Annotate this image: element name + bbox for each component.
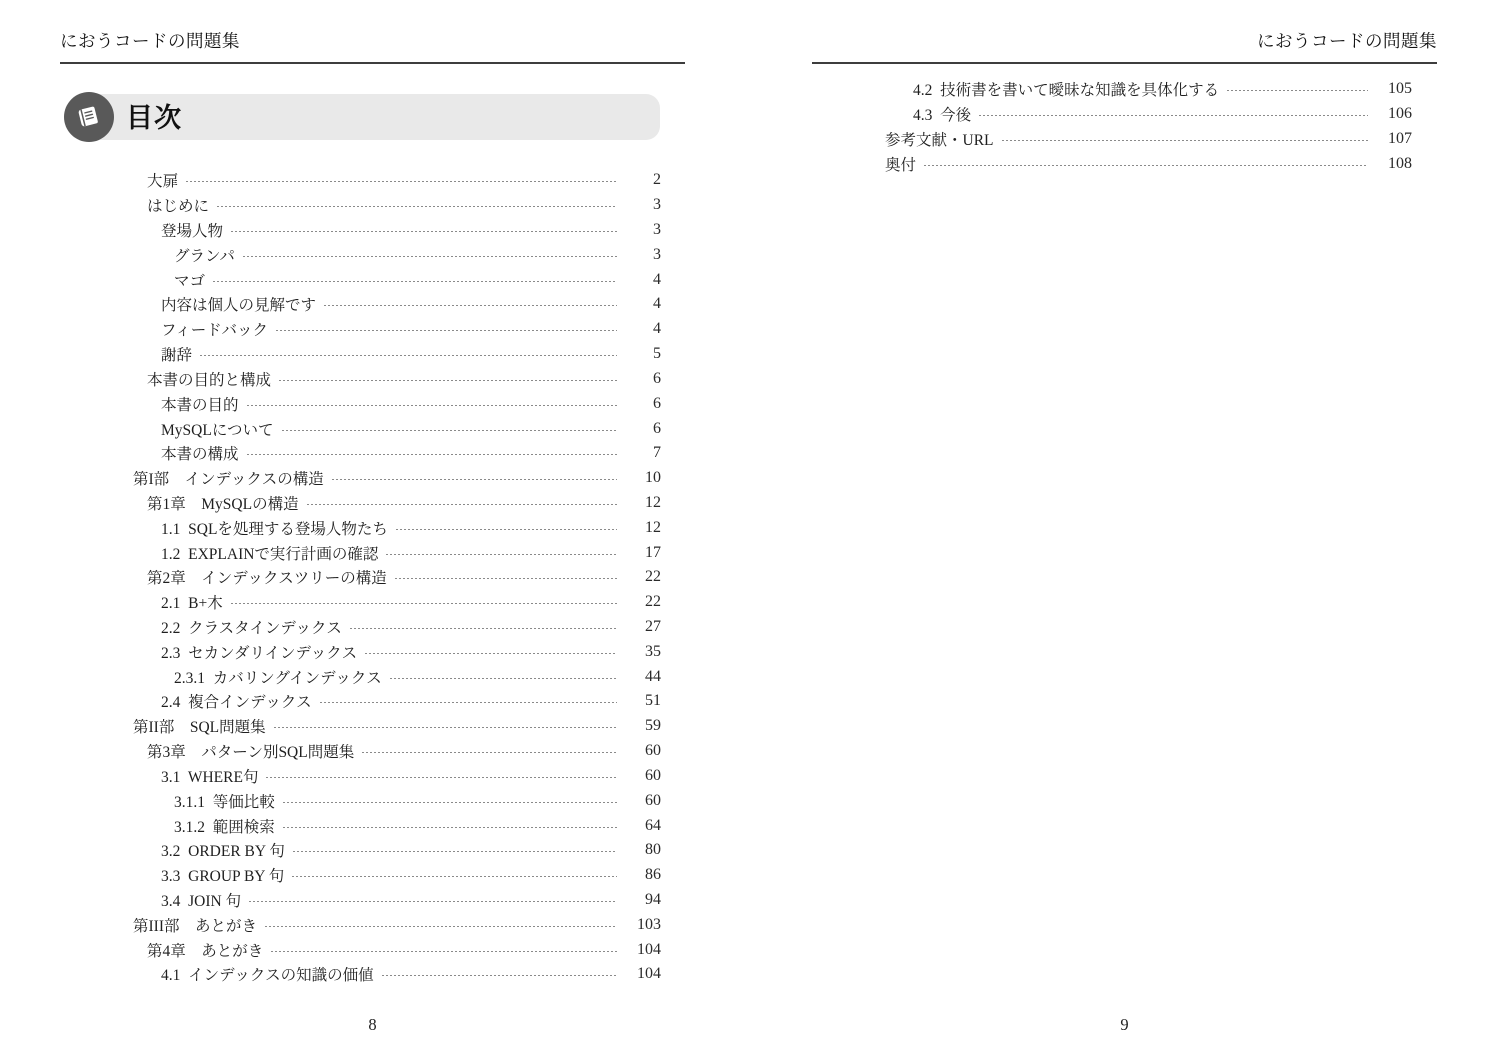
dotted-leader [213, 281, 617, 282]
toc-entry-label: 3.2 ORDER BY 句 [161, 843, 285, 861]
toc-entry [60, 739, 661, 764]
toc-entry-page-number: 106 [1388, 105, 1412, 123]
toc-list-right [812, 77, 1412, 176]
toc-entry [60, 764, 661, 789]
dotted-leader [365, 653, 617, 654]
dotted-leader [247, 454, 617, 455]
dotted-leader [396, 529, 617, 530]
toc-title: 目次 [126, 103, 182, 133]
toc-entry-page-number: 104 [637, 940, 661, 958]
folio-right: 9 [1120, 1015, 1129, 1034]
toc-entry-page-number: 80 [645, 841, 661, 859]
toc-entry-page-number: 2 [653, 171, 661, 189]
dotted-leader [293, 851, 617, 852]
toc-entry [60, 540, 661, 565]
dotted-leader [1002, 140, 1368, 141]
toc-entry-label: 参考文献・URL [885, 132, 994, 150]
toc-entry [812, 127, 1412, 152]
toc-entry-page-number: 4 [653, 320, 661, 338]
toc-entry-label: 第4章 あとがき [147, 942, 264, 960]
toc-entry-label: 2.1 B+木 [161, 595, 223, 613]
toc-entry-label: 本書の目的と構成 [147, 371, 272, 389]
toc-entry-label: 4.1 インデックスの知識の価値 [161, 967, 374, 985]
toc-entry [60, 639, 661, 664]
dotted-leader [292, 876, 617, 877]
toc-entry-page-number: 103 [637, 915, 661, 933]
dotted-leader [247, 405, 617, 406]
dotted-leader [279, 380, 617, 381]
dotted-leader [332, 479, 617, 480]
toc-entry-label: グランパ [174, 247, 235, 265]
dotted-leader [274, 727, 617, 728]
toc-entry-label: 第II部 SQL問題集 [133, 719, 266, 737]
toc-entry-page-number: 5 [653, 345, 661, 363]
toc-entry-page-number: 22 [645, 593, 661, 611]
toc-entry-label: はじめに [147, 198, 210, 216]
right-page [812, 0, 1437, 1064]
toc-entry [60, 565, 661, 590]
toc-entry [60, 367, 661, 392]
toc-heading-banner [68, 94, 660, 140]
dotted-leader [282, 430, 617, 431]
toc-entry-label: 2.3 セカンダリインデックス [161, 644, 358, 662]
dotted-leader [231, 231, 617, 232]
toc-entry [60, 888, 661, 913]
toc-entry-label: 奥付 [885, 156, 917, 174]
dotted-leader [231, 603, 617, 604]
toc-entry [60, 342, 661, 367]
toc-entry [60, 912, 661, 937]
toc-entry-label: 3.1 WHERE句 [161, 768, 259, 786]
toc-entry-page-number: 64 [645, 816, 661, 834]
dotted-leader [324, 305, 617, 306]
toc-entry-page-number: 51 [645, 692, 661, 710]
dotted-leader [249, 901, 617, 902]
toc-entry-page-number: 6 [653, 394, 661, 412]
toc-entry [60, 168, 661, 193]
dotted-leader [350, 628, 617, 629]
toc-entry-label: 内容は個人の見解です [161, 297, 317, 315]
dotted-leader [265, 926, 617, 927]
toc-entry-page-number: 108 [1388, 154, 1412, 172]
toc-entry-page-number: 4 [653, 270, 661, 288]
dotted-leader [186, 181, 617, 182]
toc-entry-label: 3.1.1 等価比較 [174, 793, 275, 811]
toc-entry-page-number: 12 [645, 493, 661, 511]
toc-entry-page-number: 6 [653, 419, 661, 437]
toc-entry-page-number: 94 [645, 890, 661, 908]
toc-entry [60, 515, 661, 540]
toc-entry-page-number: 17 [645, 543, 661, 561]
toc-entry-page-number: 7 [653, 444, 661, 462]
toc-entry [60, 813, 661, 838]
toc-entry [60, 267, 661, 292]
dotted-leader [390, 678, 617, 679]
toc-entry [60, 689, 661, 714]
toc-entry-page-number: 10 [645, 469, 661, 487]
toc-entry-label: 第I部 インデックスの構造 [133, 471, 324, 489]
toc-entry-label: 第1章 MySQLの構造 [147, 495, 299, 513]
toc-list-left [60, 168, 661, 987]
dotted-leader [243, 256, 617, 257]
toc-entry [60, 416, 661, 441]
toc-entry-page-number: 4 [653, 295, 661, 313]
toc-entry-page-number: 104 [637, 965, 661, 983]
dotted-leader [362, 752, 617, 753]
toc-entry [60, 466, 661, 491]
dotted-leader [266, 777, 617, 778]
toc-entry [60, 714, 661, 739]
dotted-leader [200, 355, 617, 356]
toc-entry [60, 664, 661, 689]
toc-entry-label: 3.4 JOIN 句 [161, 892, 242, 910]
toc-entry-label: 登場人物 [161, 223, 224, 241]
toc-entry [60, 590, 661, 615]
toc-entry [60, 937, 661, 962]
toc-entry-label: MySQLについて [161, 421, 274, 439]
toc-entry-page-number: 86 [645, 866, 661, 884]
toc-entry-page-number: 6 [653, 369, 661, 387]
toc-entry-page-number: 105 [1388, 80, 1412, 98]
toc-entry [60, 317, 661, 342]
toc-entry-label: 第3章 パターン別SQL問題集 [147, 744, 355, 762]
dotted-leader [386, 554, 617, 555]
toc-entry-page-number: 35 [645, 642, 661, 660]
toc-entry [60, 218, 661, 243]
toc-entry-page-number: 27 [645, 618, 661, 636]
left-page [60, 0, 685, 1064]
toc-entry-label: 1.1 SQLを処理する登場人物たち [161, 520, 388, 538]
dotted-leader [979, 115, 1368, 116]
toc-entry [60, 491, 661, 516]
toc-entry-label: 大扉 [147, 173, 179, 191]
dotted-leader [1227, 90, 1368, 91]
toc-entry-page-number: 44 [645, 667, 661, 685]
toc-entry-label: 2.3.1 カバリングインデックス [174, 669, 382, 687]
toc-entry-page-number: 107 [1388, 130, 1412, 148]
toc-entry [60, 441, 661, 466]
toc-entry [60, 838, 661, 863]
toc-entry-page-number: 60 [645, 766, 661, 784]
toc-entry-page-number: 59 [645, 717, 661, 735]
toc-entry-page-number: 22 [645, 568, 661, 586]
toc-entry-label: マゴ [174, 272, 206, 290]
toc-entry-page-number: 60 [645, 791, 661, 809]
toc-entry-label: 1.2 EXPLAINで実行計画の確認 [161, 545, 379, 563]
toc-entry-page-number: 60 [645, 742, 661, 760]
toc-entry [812, 102, 1412, 127]
toc-entry [60, 193, 661, 218]
running-head-right: におうコードの問題集 [812, 28, 1437, 64]
toc-entry-page-number: 12 [645, 518, 661, 536]
toc-entry [812, 151, 1412, 176]
running-head-left: におうコードの問題集 [60, 28, 685, 64]
dotted-leader [271, 951, 617, 952]
toc-entry-label: 3.1.2 範囲検索 [174, 818, 275, 836]
dotted-leader [283, 827, 617, 828]
toc-entry-label: フィードバック [161, 322, 268, 340]
toc-entry [60, 788, 661, 813]
toc-entry-page-number: 3 [653, 196, 661, 214]
toc-entry [60, 863, 661, 888]
toc-entry-page-number: 3 [653, 221, 661, 239]
toc-entry [60, 962, 661, 987]
toc-entry-label: 3.3 GROUP BY 句 [161, 868, 285, 886]
book-icon [64, 92, 114, 142]
dotted-leader [924, 165, 1368, 166]
toc-entry-label: 4.2 技術書を書いて曖昧な知識を具体化する [913, 82, 1220, 100]
toc-entry [60, 292, 661, 317]
folio-left: 8 [368, 1015, 377, 1034]
toc-entry [60, 615, 661, 640]
dotted-leader [320, 702, 617, 703]
dotted-leader [395, 578, 617, 579]
toc-entry [60, 242, 661, 267]
toc-entry-page-number: 3 [653, 245, 661, 263]
toc-entry-label: 本書の目的 [161, 396, 239, 414]
toc-entry-label: 2.2 クラスタインデックス [161, 620, 342, 638]
dotted-leader [283, 802, 617, 803]
toc-entry [60, 391, 661, 416]
toc-entry-label: 2.4 複合インデックス [161, 694, 312, 712]
dotted-leader [382, 975, 617, 976]
toc-entry-label: 謝辞 [161, 347, 193, 365]
dotted-leader [276, 330, 617, 331]
dotted-leader [217, 206, 617, 207]
toc-entry-label: 第2章 インデックスツリーの構造 [147, 570, 387, 588]
toc-entry [812, 77, 1412, 102]
toc-entry-label: 本書の構成 [161, 446, 239, 464]
dotted-leader [307, 504, 617, 505]
toc-entry-label: 4.3 今後 [913, 107, 972, 125]
toc-entry-label: 第III部 あとがき [133, 917, 257, 935]
